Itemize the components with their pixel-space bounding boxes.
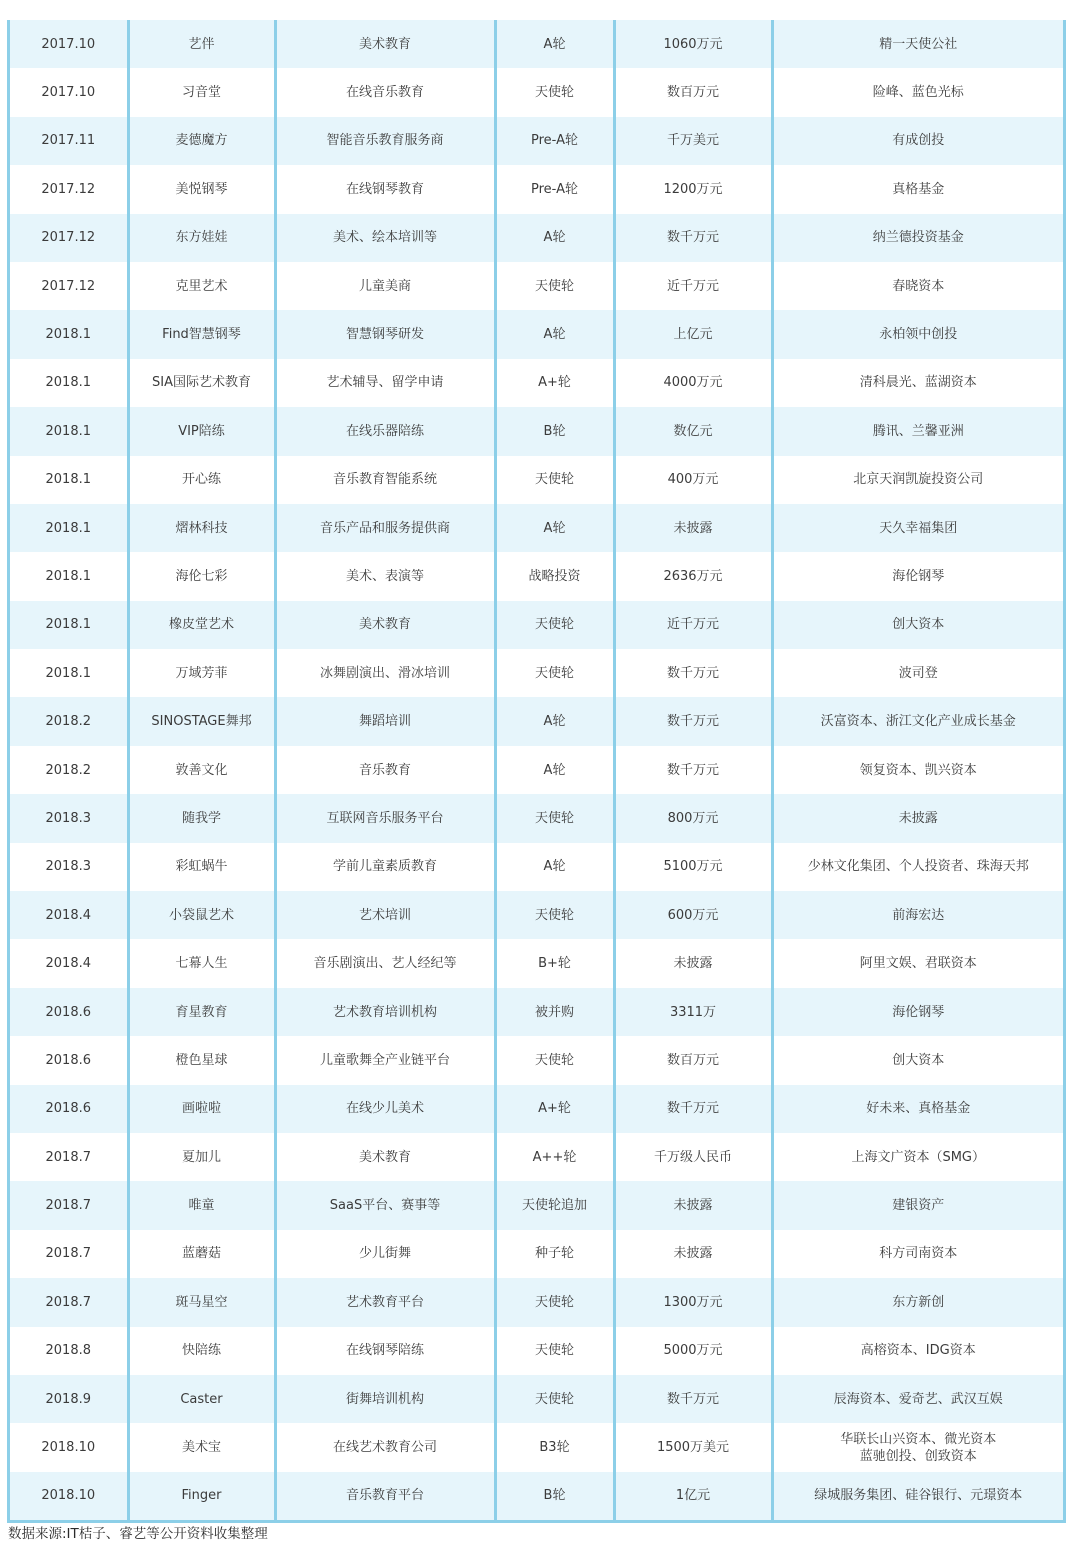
table-row [10,843,1063,891]
table-row [10,1278,1063,1326]
cell-business: 儿童歌舞全产业链平台 [275,1036,495,1084]
cell-amount: 数千万元 [614,1085,772,1133]
cell-amount: 1500万美元 [614,1423,772,1471]
cell-amount: 未披露 [614,939,772,987]
cell-investors: 真格基金 [772,165,1063,213]
cell-date: 2018.2 [10,746,128,794]
cell-company: Find智慧钢琴 [128,310,275,358]
cell-business: 音乐教育平台 [275,1472,495,1520]
cell-date: 2017.12 [10,214,128,262]
cell-business: 在线乐器陪练 [275,407,495,455]
table-row [10,407,1063,455]
cell-business: 艺术培训 [275,891,495,939]
table-row [10,697,1063,745]
cell-round: 种子轮 [495,1230,614,1278]
cell-investors: 春晓资本 [772,262,1063,310]
cell-date: 2018.3 [10,794,128,842]
cell-round: A轮 [495,843,614,891]
cell-company: 斑马星空 [128,1278,275,1326]
cell-date: 2018.1 [10,601,128,649]
cell-investors: 阿里文娱、君联资本 [772,939,1063,987]
table-row [10,794,1063,842]
cell-company: 快陪练 [128,1327,275,1375]
table-row [10,456,1063,504]
cell-amount: 4000万元 [614,359,772,407]
cell-investors: 有成创投 [772,117,1063,165]
cell-investors: 辰海资本、爱奇艺、武汉互娱 [772,1375,1063,1423]
cell-amount: 数百万元 [614,68,772,116]
cell-investors: 腾讯、兰馨亚洲 [772,407,1063,455]
cell-round: A轮 [495,746,614,794]
cell-round: A轮 [495,310,614,358]
cell-round: 天使轮 [495,262,614,310]
cell-company: 七幕人生 [128,939,275,987]
cell-investors: 高榕资本、IDG资本 [772,1327,1063,1375]
cell-investors: 波司登 [772,649,1063,697]
cell-amount: 数千万元 [614,649,772,697]
cell-company: SINOSTAGE舞邦 [128,697,275,745]
cell-company: 艺伴 [128,20,275,68]
cell-business: 在线钢琴教育 [275,165,495,213]
cell-amount: 千万级人民币 [614,1133,772,1181]
table-row [10,1423,1063,1471]
cell-investors: 东方新创 [772,1278,1063,1326]
cell-amount: 数千万元 [614,697,772,745]
cell-company: 育星教育 [128,988,275,1036]
cell-date: 2017.10 [10,20,128,68]
cell-company: 克里艺术 [128,262,275,310]
cell-amount: 5000万元 [614,1327,772,1375]
cell-amount: 数千万元 [614,1375,772,1423]
cell-date: 2018.7 [10,1181,128,1229]
cell-investors: 海伦钢琴 [772,552,1063,600]
cell-date: 2018.7 [10,1230,128,1278]
cell-round: 天使轮 [495,649,614,697]
cell-investors: 前海宏达 [772,891,1063,939]
cell-company: 海伦七彩 [128,552,275,600]
cell-round: 天使轮 [495,601,614,649]
table-row [10,1327,1063,1375]
cell-company: 小袋鼠艺术 [128,891,275,939]
table-row [10,746,1063,794]
cell-investors: 领复资本、凯兴资本 [772,746,1063,794]
cell-business: 儿童美商 [275,262,495,310]
cell-business: 智能音乐教育服务商 [275,117,495,165]
cell-amount: 1亿元 [614,1472,772,1520]
cell-date: 2018.1 [10,310,128,358]
cell-round: A+轮 [495,1085,614,1133]
cell-amount: 未披露 [614,1230,772,1278]
cell-company: VIP陪练 [128,407,275,455]
cell-date: 2018.7 [10,1133,128,1181]
cell-amount: 近千万元 [614,601,772,649]
cell-round: 被并购 [495,988,614,1036]
table-row [10,1181,1063,1229]
cell-company: 画啦啦 [128,1085,275,1133]
table-row [10,939,1063,987]
cell-amount: 数千万元 [614,214,772,262]
table-row [10,649,1063,697]
cell-date: 2018.3 [10,843,128,891]
cell-amount: 3311万 [614,988,772,1036]
funding-table [10,20,1063,1520]
cell-investors: 创大资本 [772,1036,1063,1084]
cell-round: B轮 [495,407,614,455]
cell-round: A轮 [495,20,614,68]
cell-investors: 绿城服务集团、硅谷银行、元璟资本 [772,1472,1063,1520]
cell-round: 天使轮 [495,1278,614,1326]
table-row [10,988,1063,1036]
cell-company: 习音堂 [128,68,275,116]
table-row [10,504,1063,552]
table-row [10,1230,1063,1278]
cell-investors: 少林文化集团、个人投资者、珠海天邦 [772,843,1063,891]
table-row [10,310,1063,358]
table-row [10,68,1063,116]
cell-business: 美术教育 [275,601,495,649]
cell-company: 美悦钢琴 [128,165,275,213]
funding-table-body [10,20,1063,1520]
cell-amount: 1200万元 [614,165,772,213]
cell-business: 在线音乐教育 [275,68,495,116]
cell-amount: 1060万元 [614,20,772,68]
cell-company: 熠林科技 [128,504,275,552]
cell-business: 美术、绘本培训等 [275,214,495,262]
cell-company: 东方娃娃 [128,214,275,262]
cell-investors: 永柏领中创投 [772,310,1063,358]
cell-business: 美术教育 [275,1133,495,1181]
table-row [10,601,1063,649]
cell-company: 橡皮堂艺术 [128,601,275,649]
cell-date: 2018.7 [10,1278,128,1326]
cell-date: 2017.12 [10,165,128,213]
cell-amount: 未披露 [614,1181,772,1229]
cell-investors: 沃富资本、浙江文化产业成长基金 [772,697,1063,745]
cell-date: 2018.10 [10,1472,128,1520]
cell-investors: 好未来、真格基金 [772,1085,1063,1133]
cell-investors: 科方司南资本 [772,1230,1063,1278]
table-row [10,262,1063,310]
data-source-note: 数据来源:IT桔子、睿艺等公开资料收集整理 [8,1526,268,1542]
table-row [10,165,1063,213]
table-row [10,1133,1063,1181]
cell-round: 天使轮 [495,1036,614,1084]
table-row [10,1472,1063,1520]
table-row [10,891,1063,939]
cell-date: 2018.9 [10,1375,128,1423]
cell-business: SaaS平台、赛事等 [275,1181,495,1229]
cell-business: 音乐教育智能系统 [275,456,495,504]
cell-amount: 1300万元 [614,1278,772,1326]
cell-amount: 数千万元 [614,746,772,794]
cell-amount: 5100万元 [614,843,772,891]
cell-business: 在线艺术教育公司 [275,1423,495,1471]
table-row [10,1375,1063,1423]
cell-business: 互联网音乐服务平台 [275,794,495,842]
cell-amount: 400万元 [614,456,772,504]
cell-date: 2018.1 [10,359,128,407]
cell-round: Pre-A轮 [495,117,614,165]
cell-round: 天使轮 [495,68,614,116]
cell-round: 天使轮追加 [495,1181,614,1229]
cell-company: Finger [128,1472,275,1520]
cell-amount: 数亿元 [614,407,772,455]
cell-date: 2018.1 [10,649,128,697]
cell-round: 天使轮 [495,1375,614,1423]
cell-investors: 创大资本 [772,601,1063,649]
cell-amount: 2636万元 [614,552,772,600]
cell-business: 在线钢琴陪练 [275,1327,495,1375]
cell-round: 天使轮 [495,456,614,504]
cell-business: 街舞培训机构 [275,1375,495,1423]
cell-business: 学前儿童素质教育 [275,843,495,891]
cell-company: 随我学 [128,794,275,842]
cell-investors: 未披露 [772,794,1063,842]
cell-date: 2017.11 [10,117,128,165]
cell-round: A++轮 [495,1133,614,1181]
cell-round: 天使轮 [495,1327,614,1375]
cell-business: 音乐产品和服务提供商 [275,504,495,552]
cell-round: 战略投资 [495,552,614,600]
cell-date: 2018.4 [10,939,128,987]
table-row [10,20,1063,68]
cell-date: 2018.10 [10,1423,128,1471]
cell-business: 舞蹈培训 [275,697,495,745]
cell-investors: 建银资产 [772,1181,1063,1229]
cell-amount: 千万美元 [614,117,772,165]
cell-amount: 800万元 [614,794,772,842]
cell-business: 艺术辅导、留学申请 [275,359,495,407]
cell-amount: 上亿元 [614,310,772,358]
cell-company: 蓝蘑菇 [128,1230,275,1278]
cell-business: 在线少儿美术 [275,1085,495,1133]
cell-round: B3轮 [495,1423,614,1471]
cell-round: A轮 [495,214,614,262]
cell-round: A+轮 [495,359,614,407]
cell-round: 天使轮 [495,891,614,939]
table-row [10,359,1063,407]
cell-investors: 北京天润凯旋投资公司 [772,456,1063,504]
cell-amount: 近千万元 [614,262,772,310]
cell-company: 橙色星球 [128,1036,275,1084]
cell-business: 艺术教育平台 [275,1278,495,1326]
cell-date: 2018.1 [10,504,128,552]
cell-date: 2017.10 [10,68,128,116]
cell-date: 2018.1 [10,456,128,504]
cell-company: SIA国际艺术教育 [128,359,275,407]
cell-round: B轮 [495,1472,614,1520]
cell-company: 开心练 [128,456,275,504]
cell-business: 音乐教育 [275,746,495,794]
cell-business: 智慧钢琴研发 [275,310,495,358]
cell-date: 2018.1 [10,552,128,600]
cell-company: 夏加儿 [128,1133,275,1181]
cell-company: 唯童 [128,1181,275,1229]
cell-amount: 数百万元 [614,1036,772,1084]
cell-date: 2018.6 [10,1085,128,1133]
funding-table-container [7,20,1066,1523]
cell-date: 2018.2 [10,697,128,745]
cell-amount: 600万元 [614,891,772,939]
cell-date: 2018.6 [10,1036,128,1084]
cell-date: 2018.8 [10,1327,128,1375]
cell-round: 天使轮 [495,794,614,842]
cell-business: 少儿街舞 [275,1230,495,1278]
cell-business: 美术、表演等 [275,552,495,600]
cell-business: 艺术教育培训机构 [275,988,495,1036]
table-row [10,1036,1063,1084]
cell-investors: 险峰、蓝色光标 [772,68,1063,116]
cell-round: Pre-A轮 [495,165,614,213]
cell-investors: 华联长山兴资本、微光资本 蓝驰创投、创致资本 [772,1423,1063,1471]
cell-amount: 未披露 [614,504,772,552]
cell-company: 美术宝 [128,1423,275,1471]
cell-investors: 天久幸福集团 [772,504,1063,552]
table-row [10,214,1063,262]
cell-company: 麦德魔方 [128,117,275,165]
cell-business: 音乐剧演出、艺人经纪等 [275,939,495,987]
cell-date: 2018.1 [10,407,128,455]
table-row [10,1085,1063,1133]
cell-date: 2018.6 [10,988,128,1036]
table-row [10,117,1063,165]
table-row [10,552,1063,600]
cell-company: Caster [128,1375,275,1423]
cell-investors: 精一天使公社 [772,20,1063,68]
cell-investors: 海伦钢琴 [772,988,1063,1036]
cell-round: A轮 [495,697,614,745]
cell-company: 敦善文化 [128,746,275,794]
cell-business: 美术教育 [275,20,495,68]
cell-round: A轮 [495,504,614,552]
cell-company: 万域芳菲 [128,649,275,697]
cell-business: 冰舞剧演出、滑冰培训 [275,649,495,697]
cell-investors: 上海文广资本（SMG） [772,1133,1063,1181]
cell-investors: 纳兰德投资基金 [772,214,1063,262]
cell-round: B+轮 [495,939,614,987]
cell-date: 2018.4 [10,891,128,939]
cell-company: 彩虹蜗牛 [128,843,275,891]
cell-investors: 清科晨光、蓝湖资本 [772,359,1063,407]
cell-date: 2017.12 [10,262,128,310]
